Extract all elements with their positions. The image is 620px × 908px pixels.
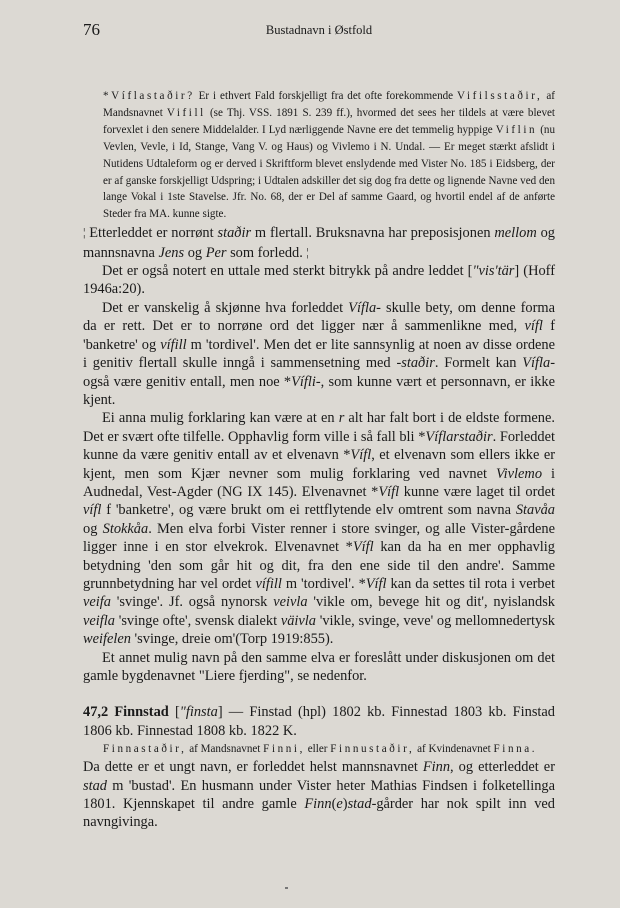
italic-term: vífill [160, 336, 187, 353]
text: Det er vanskelig å skjønne hva forleddet [102, 299, 349, 316]
text: [ [168, 704, 180, 721]
italic-term: vífl [83, 502, 102, 519]
spaced-term: Finnustaðir, [330, 743, 415, 756]
text: alt har falt bort i de eldste formene. Det er svært ofte tilfelle. Opphavlig form ville i så fall bli * [83, 410, 555, 445]
text: og [184, 244, 206, 261]
italic-term: Stokkåa [102, 520, 149, 537]
italic-term: Vífl [378, 483, 400, 500]
text: kunne være laget til ordet [399, 483, 555, 500]
spaced-term: Finnastaðir, [103, 743, 187, 756]
text: ) [342, 796, 348, 813]
italic-term: veifa [83, 594, 111, 611]
text: ( [331, 796, 337, 813]
text: Ei anna mulig forklaring kan være at en [102, 410, 339, 427]
text: f 'banketre' og [83, 318, 555, 353]
note-text: eller [304, 743, 331, 756]
text: 'vikle, svinge, veve' og mellomnedertysk [316, 612, 555, 629]
italic-term: mellom [494, 225, 537, 242]
text: f 'banketre', og være brukt om ei rettflytende elv omtrent som navna [101, 502, 516, 519]
italic-term: vífl [524, 318, 543, 335]
text: m 'tordivel'. Men det er lite sannsynlig at noen av disse ordene i genitiv flertall skulle inngå i sammensetning med [83, 336, 555, 372]
quoted-source-note [83, 88, 555, 223]
text: 'svinge, dreie om'(Torp 1919:855). [130, 631, 334, 648]
italic-term: Vífla- [522, 355, 555, 372]
italic-term: Vífl [350, 447, 372, 464]
italic-term: Finn [422, 759, 451, 776]
note-text: Er i ethvert Fald forskjelligt fra det ofte forekommende [194, 90, 458, 102]
spaced-term: Vifilsstaðir, [457, 90, 543, 102]
text: ] (Hoff 1946a:20). [83, 263, 555, 298]
italic-term: stad [83, 777, 107, 794]
italic-term: Finn [304, 796, 332, 813]
pronunciation: "vis'tär [472, 263, 515, 280]
text: , og etterleddet er [450, 759, 555, 776]
text: også være genitiv entall, men noe * [83, 373, 292, 390]
spaced-term: Finni, [263, 743, 305, 756]
italic-term: Vífla- [348, 299, 381, 316]
margin-bar-mark: ¦ [306, 244, 309, 259]
note-text: (nu Vevlen, Vevle, i Id, Stange, Vang V. og Haus) og Vivlemo i N. Undal. — Er meget stærkt afslidt i Nutidens Udtaleform og er derved i Skriftform blevet enslydende med Vister No. 185 i Eidsberg, der er af ganske forskjelligt Udspring; i Udtalen adskiller det sig dog fra dette og lignende Navne ved den lange Vokal i 1ste Stavelse. Jfr. No. 68, der er Del af samme Gaard, og hvortil endel af de anførte Steder fra MA. kunne sigte. [103, 123, 556, 221]
text: kan da settes til rota i verbet [386, 575, 555, 592]
note-text: (se Thj. VSS. 1891 S. 239 ff.), hvormed det sees her tildels at være blevet forvexlet i den senere Middelalder. I Lyd nærliggende Navne ere det temmelig hyppige [103, 106, 555, 136]
margin-bar-mark: ¦ [83, 225, 86, 240]
italic-term: Víflarstaðir [425, 428, 493, 445]
text: m 'tordivel'. * [281, 575, 366, 592]
page-number: 76 [83, 20, 100, 39]
text: , som kunne vært et personnavn, er ikke kjent. [83, 373, 555, 408]
italic-term: -staðir [396, 355, 435, 372]
italic-term: väivla [280, 612, 316, 629]
text: 'vikle om, bevege hit og dit', nyislandsk [307, 594, 555, 611]
text: m flertall. Bruksnavna har preposisjonen [251, 225, 495, 242]
italic-term: Vífl [352, 539, 374, 556]
italic-term: veivla [273, 594, 308, 611]
text: kan da ha en mer opphavlig betydning 'den som går hit og dit, fra den ene side til den andre'. Samme grunnbetydning har vel ordet [83, 539, 556, 592]
text: og mannsnavna [83, 225, 556, 261]
entry-name: Finnstad [114, 704, 169, 721]
spaced-term: Viflin [495, 123, 538, 136]
paragraph-etterledd [83, 223, 555, 262]
spaced-term: Finna. [493, 743, 538, 756]
quoted-source-note-finnstad [83, 741, 555, 757]
italic-term: Per [205, 244, 227, 261]
text: 'svinge ofte', svensk dialekt [114, 612, 281, 629]
text: . Forleddet kunne da være genitiv entall av et elvenavn * [83, 428, 555, 464]
paragraph-uttale [83, 262, 555, 299]
paragraph-annet-navn: Et annet mulig navn på den samme elva er foreslått under diskusjonen om det gamle bygdenavnet "Liere fjerding", se nedenfor. [83, 649, 555, 684]
text: , et elvenavn som ellers ikke er kjent, men som Kjær nevner som mulig forklaring ved navnet [83, 447, 555, 482]
italic-term: stad [347, 796, 372, 813]
italic-term: weifelen [83, 631, 131, 648]
italic-term: Vífl [365, 575, 387, 592]
text: Da dette er et ungt navn, er forleddet helst mannsnavnet [83, 759, 423, 776]
text: skulle bety, om denne forma da er rett. Det er to norrøne ord det ligger nær å sammenlikne med, [83, 299, 555, 335]
note-text: af Mandsnavnet [103, 90, 555, 119]
text: . Men elva forbi Vister renner i store svinger, og alle Vister-gårdene ligger inne i en stor elvekrok. Elvenavnet * [83, 520, 555, 556]
italic-term: Vivlemo [495, 465, 543, 482]
text: Det er også notert en uttale med sterkt bitrykk på andre leddet [ [102, 263, 473, 280]
text: Etterleddet er norrønt [85, 225, 218, 242]
entry-heading-finnstad [83, 703, 555, 740]
entry-number: 47,2 [83, 704, 109, 721]
note-text: af Mandsnavnet [186, 743, 264, 756]
historical-forms: ] — Finstad (hpl) 1802 kb. Finnestad 1803 kb. Finstad 1806 kb. Finnestad 1808 kb. 1822 K. [83, 704, 555, 739]
italic-term: Stavåa [515, 502, 555, 519]
page-header [83, 20, 555, 44]
italic-term: staðir [217, 225, 252, 242]
text: som forledd. [226, 244, 307, 261]
text: i Audnedal, Vest-Agder (NG IX 145). Elvenavnet * [83, 465, 555, 500]
paragraph-finnstad [83, 758, 555, 832]
spaced-term: *Víflastaðir? [103, 90, 195, 102]
italic-term: vífill [255, 575, 282, 592]
paragraph-forklaring [83, 409, 555, 648]
italic-term: Jens [158, 244, 185, 261]
text: m 'bustad'. En husmann under Vister heter Mathias Findsen i folketellinga 1801. Kjennskapet til andre gamle [83, 777, 555, 813]
running-title: Bustadnavn i Østfold [265, 23, 373, 37]
italic-term: r [338, 410, 345, 427]
text: -gårder har nok spilt inn ved navngivinga. [83, 796, 555, 831]
italic-term: veifla [83, 612, 115, 629]
text: og [83, 520, 103, 537]
paragraph-forledd [83, 299, 555, 409]
pronunciation: "finsta [179, 704, 218, 721]
text: 'svinge'. Jf. også nynorsk [110, 594, 274, 611]
text: . Formelt kan [434, 355, 523, 372]
italic-term: e [336, 796, 343, 813]
page-content [83, 88, 555, 832]
italic-term: Vífli- [291, 373, 321, 390]
spaced-term: Vifill [166, 106, 206, 119]
scan-speck [285, 887, 288, 889]
note-text: af Kvindenavnet [414, 743, 494, 756]
